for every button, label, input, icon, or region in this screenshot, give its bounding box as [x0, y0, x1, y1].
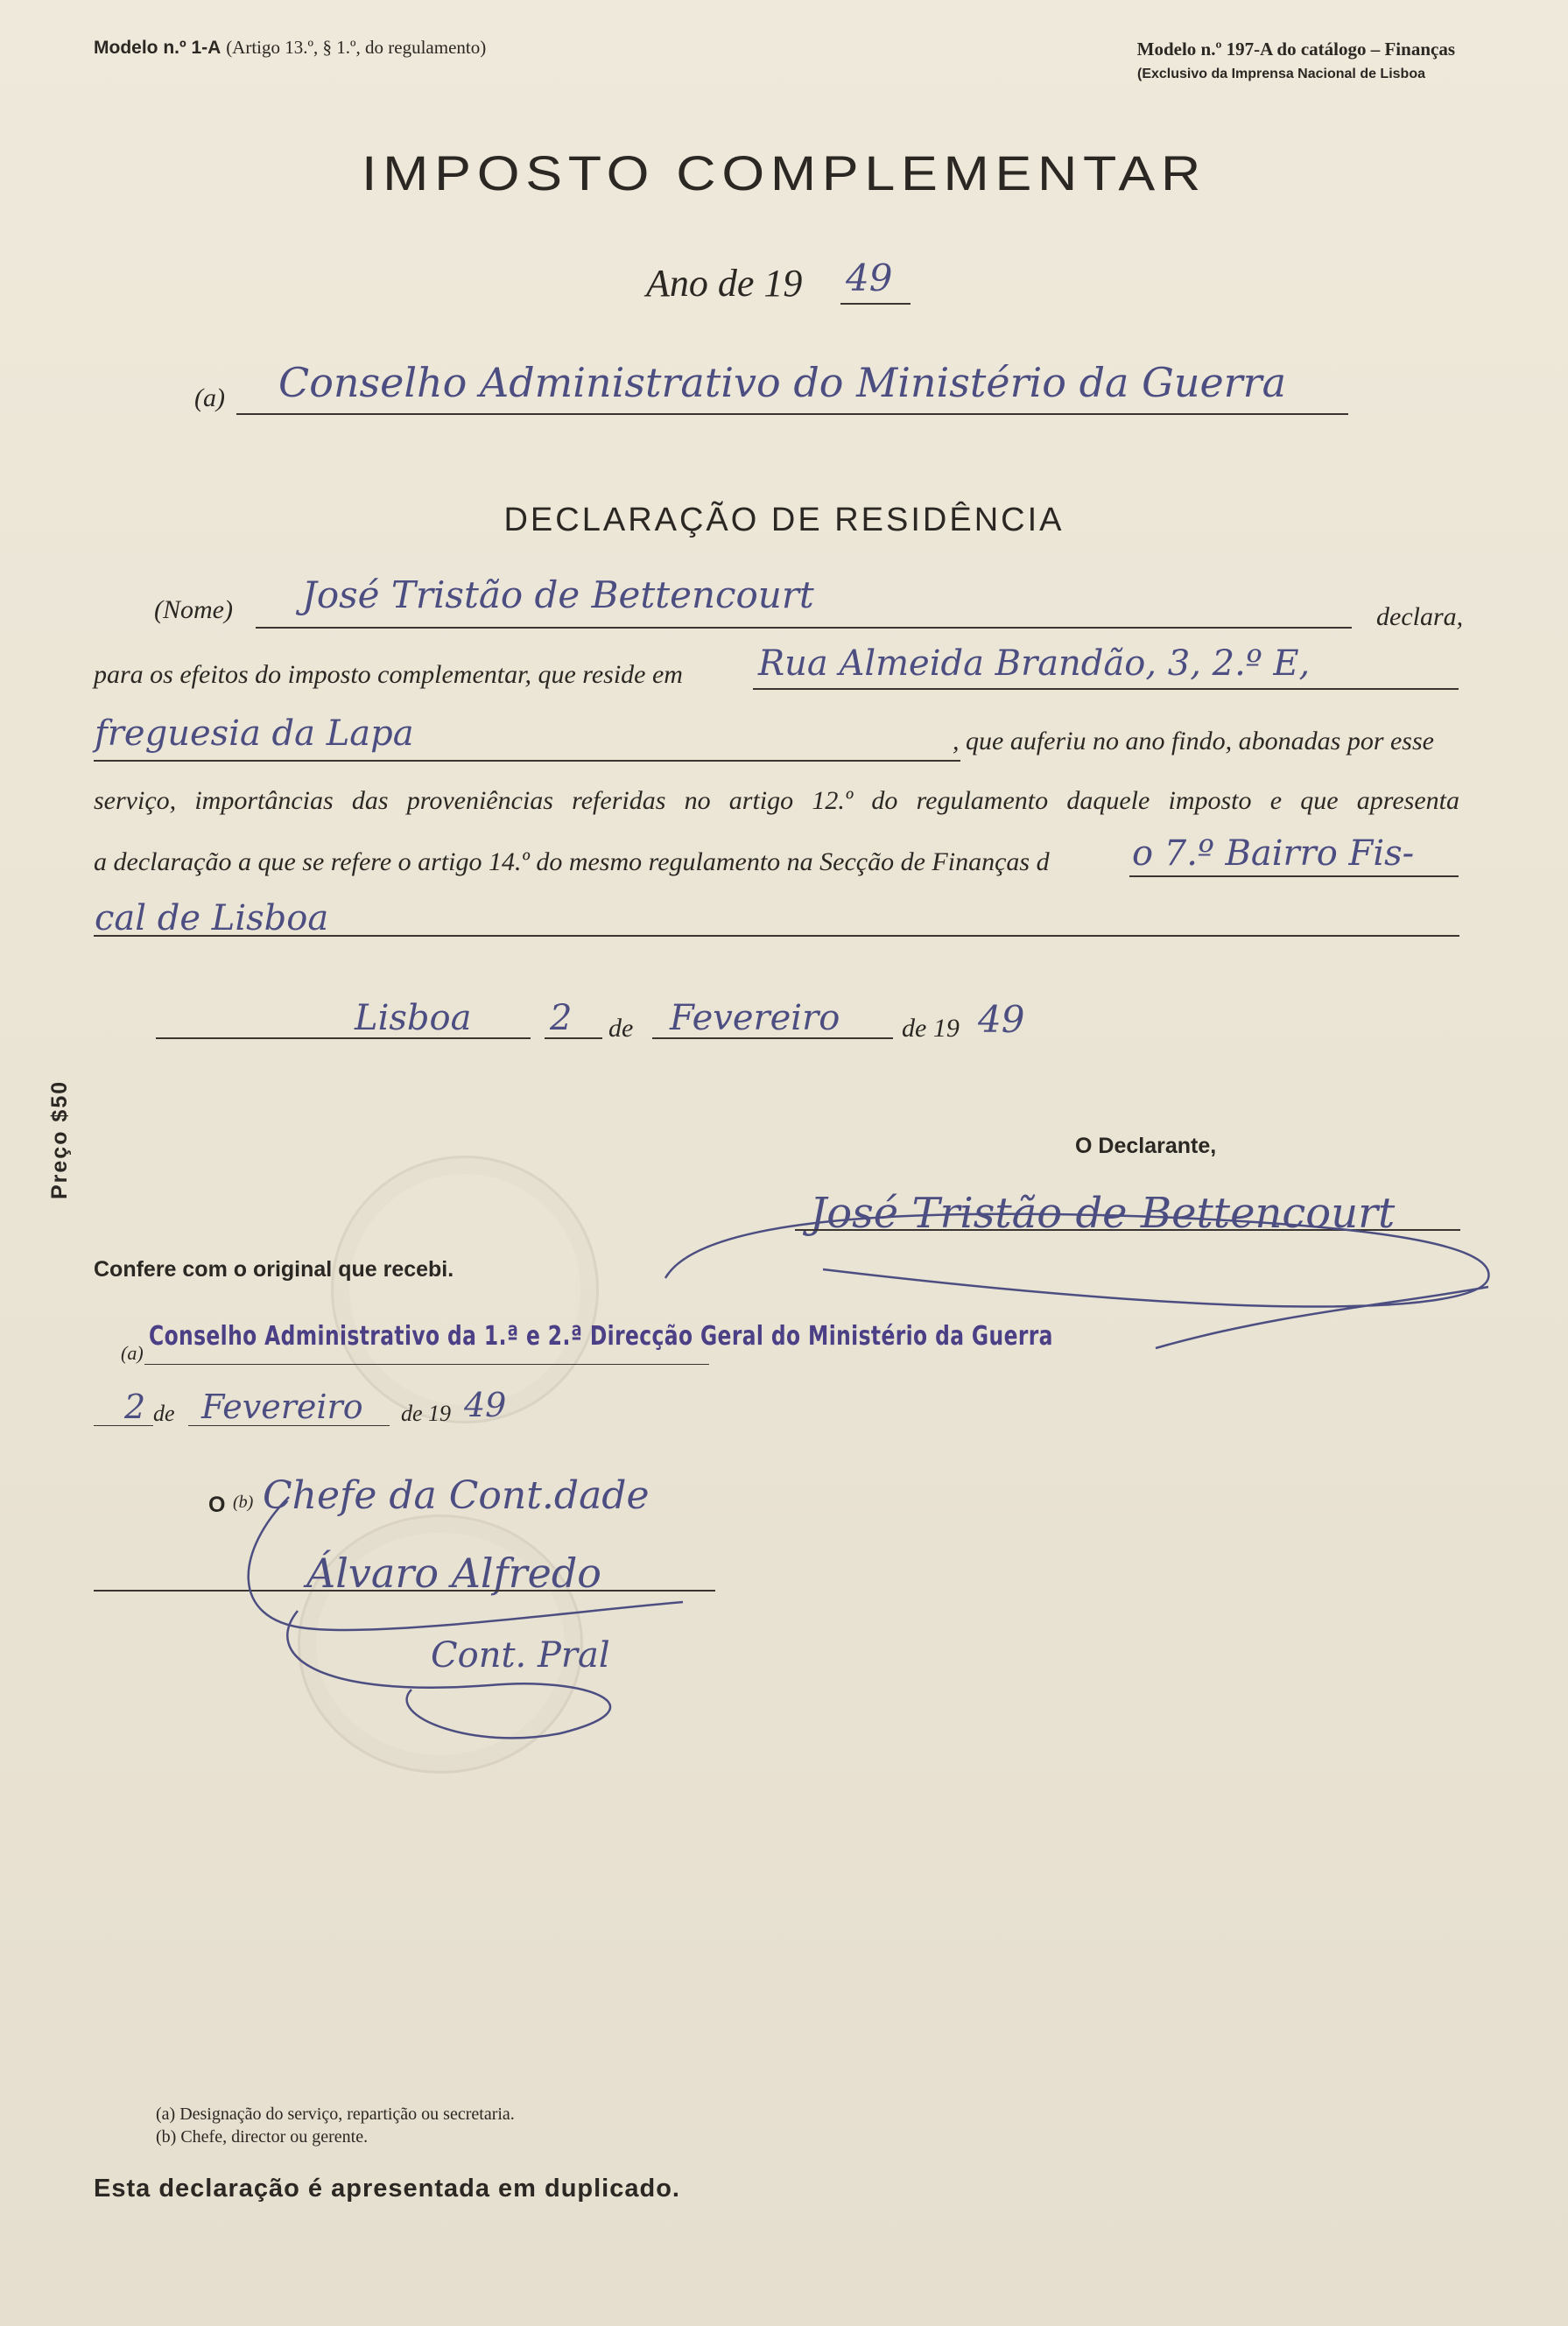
footnote-b: (b) Chefe, director ou gerente.	[156, 2127, 369, 2147]
section-text: a declaração a que se refere o artigo 14.º do mesmo regulamento na Secção de Finanças d	[94, 847, 1050, 876]
declara-text: declara,	[1376, 602, 1464, 631]
embossed-seal	[331, 1156, 599, 1423]
conf-de-1: de	[153, 1401, 175, 1426]
date-year-handwritten: 49	[978, 998, 1025, 1041]
model-left-article: (Artigo 13.º, § 1.º, do regulamento)	[226, 37, 487, 58]
year-handwritten: 49	[846, 256, 893, 299]
section-handwritten-1: o 7.º Bairro Fis-	[1132, 833, 1415, 874]
conf-month-rule	[188, 1425, 390, 1426]
chief-prefix: O	[208, 1493, 226, 1517]
conf-year-handwritten: 49	[464, 1386, 507, 1424]
service-rule	[236, 413, 1348, 415]
nome-rule	[256, 627, 1352, 629]
month-handwritten: Fevereiro	[670, 998, 840, 1038]
conf-de-2: de 19	[401, 1401, 452, 1426]
service-handwritten: Conselho Administrativo do Ministério da Guerra	[278, 359, 1287, 406]
chief-signature-2: Cont. Pral	[431, 1635, 610, 1676]
stamp-rule	[144, 1364, 709, 1365]
address-rule	[753, 688, 1459, 690]
day-handwritten: 2	[550, 998, 573, 1038]
section-rule-1	[1129, 875, 1459, 877]
month-rule	[652, 1037, 893, 1039]
place-rule	[156, 1037, 531, 1039]
declaration-title: DECLARAÇÃO DE RESIDÊNCIA	[503, 502, 1065, 538]
model-right-header: Modelo n.º 197-A do catálogo – Finanças	[1136, 39, 1455, 60]
reside-text: para os efeitos do imposto complementar, que reside em	[94, 660, 683, 689]
nome-handwritten: José Tristão de Bettencourt	[302, 573, 814, 616]
auferiu-text: , que auferiu no ano findo, abonadas por esse	[953, 727, 1434, 755]
page-title: IMPOSTO COMPLEMENTAR	[362, 145, 1206, 200]
parish-handwritten: freguesia da Lapa	[95, 713, 414, 754]
model-right-subheader: (Exclusivo da Imprensa Nacional de Lisboa	[1137, 67, 1425, 81]
chief-title-handwritten: Chefe da Cont.dade	[263, 1473, 650, 1518]
conf-day-handwritten: 2	[124, 1388, 146, 1426]
section-handwritten-2: cal de Lisboa	[95, 898, 329, 938]
service-stamp: Conselho Administrativo da 1.ª e 2.ª Direcção Geral do Ministério da Guerra	[149, 1321, 1053, 1352]
chief-marker: (b)	[233, 1493, 254, 1512]
section-rule-2	[94, 935, 1459, 937]
confirmation-label: Confere com o original que recebi.	[94, 1257, 454, 1282]
footer-note: Esta declaração é apresentada em duplicado.	[94, 2175, 680, 2203]
year-label: Ano de 19	[646, 262, 803, 305]
day-rule	[545, 1037, 602, 1039]
date-de-1: de	[608, 1014, 634, 1043]
nome-label: (Nome)	[154, 595, 233, 624]
declarant-signature: José Tristão de Bettencourt	[810, 1189, 1396, 1238]
date-de-2: de 19	[902, 1014, 960, 1043]
parish-rule	[94, 760, 960, 762]
regulation-text: serviço, importâncias das proveniências referidas no artigo 12.º do regulamento daquele imposto e que apresenta	[94, 786, 1459, 815]
model-left-number: Modelo n.º 1-A	[94, 38, 221, 58]
place-handwritten: Lisboa	[355, 998, 472, 1038]
model-left-header	[94, 37, 486, 59]
conf-day-rule	[94, 1425, 153, 1426]
signature-flourish	[648, 1182, 1523, 1383]
year-rule	[840, 303, 911, 305]
address-handwritten: Rua Almeida Brandão, 3, 2.º E,	[758, 643, 1311, 684]
service-marker: (a)	[194, 383, 225, 412]
confirmation-marker: (a)	[121, 1342, 144, 1364]
chief-signature: Álvaro Alfredo	[306, 1549, 601, 1597]
side-price: Preço $50	[47, 1079, 72, 1199]
footnote-a: (a) Designação do serviço, repartição ou secretaria.	[156, 2105, 515, 2124]
chief-signature-flourish	[210, 1479, 700, 1760]
conf-month-handwritten: Fevereiro	[201, 1388, 363, 1426]
declarant-label: O Declarante,	[1075, 1134, 1217, 1158]
